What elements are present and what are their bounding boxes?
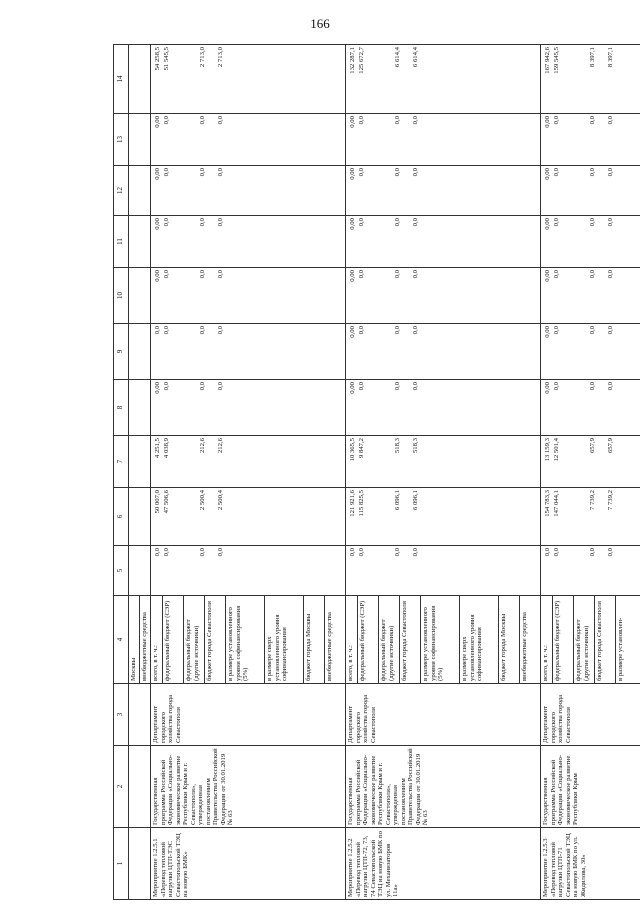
value [287,490,305,543]
value: 0,0 [217,548,224,557]
col-number: 5 [114,546,129,596]
value: 0,00 [154,270,161,282]
value-cell [151,268,346,324]
value: 147 044,1 [553,490,560,517]
value: 0,00 [154,382,161,394]
value: 0,0 [163,218,170,227]
value [569,116,587,163]
value: 0,00 [349,116,356,128]
value [446,168,482,213]
value: 0,0 [394,382,401,391]
value [446,326,482,377]
value: 0,0 [163,548,170,557]
source-line: внебюджетные средства [521,612,528,681]
value: 0,0 [607,270,614,279]
rotated-table-wrapper [113,45,638,900]
source-cell [151,596,346,684]
measure-row [346,45,541,900]
value [179,438,197,485]
value: 0,00 [154,168,161,180]
value [446,548,482,593]
source-cell [541,596,640,684]
value [500,490,518,543]
value: 0,0 [358,270,365,279]
source-line: бюджет города Севастополя [595,596,616,683]
value: 6 096,1 [412,490,419,511]
value [305,490,323,543]
value: 0,0 [199,168,206,177]
value: 0,0 [154,326,161,335]
value-cell [541,114,640,166]
value: 0,0 [553,218,560,227]
value-cell [151,546,346,596]
value-cell [541,436,640,488]
measure-name: Мероприятие 1.2.5.1 «Перевод тепловой нагрузки ЦТП-ТЭС Севастопольской ТЭЦ на новую БМК» [151,828,346,900]
value [251,168,287,213]
source-line: всего, в т. ч.: [346,596,358,683]
value-cell [151,166,346,216]
value: 0,0 [199,326,206,335]
value: 0,00 [544,116,551,128]
value [287,548,305,593]
value: 0,0 [589,168,596,177]
value [179,218,197,265]
program-name: Государственная программа Российской Федерации «Социально-экономическое развитие Республики Крым и г. Севастополя», утвержденная постановлением Правительства Российской Федерации от 30.01.2019 № 63 [346,746,541,828]
source-line: федеральный бюджет (СЭР) [553,596,574,683]
value: 0,0 [154,548,161,557]
value [482,548,500,593]
program-name: Государственная программа Российской Федерации «Социально-экономическое развитие Республики Крым и г. Севастополя», утвержденная постановлением Правительства Российской Федерации от 30.01.2019 № 63 [151,746,346,828]
value [500,326,518,377]
value [500,438,518,485]
value-cell [541,216,640,268]
col-number: 11 [114,216,129,268]
value: 0,0 [358,218,365,227]
value [569,270,587,321]
value: 0,0 [217,218,224,227]
measure-name: Мероприятие 1.2.5.3 «Перевод тепловой нагрузки ЦТП-71 Севастопольской ТЭЦ на новую БМК по ул. Жидилова, 30» [541,828,640,900]
value: 0,0 [553,168,560,177]
source-line: в размере сверх установленного уровня софинансирования [265,596,304,683]
value: 8 397,1 [589,47,596,68]
col-number: 3 [114,684,129,746]
value: 0,0 [163,382,170,391]
value: 4 038,9 [163,438,170,459]
value: 0,0 [544,548,551,557]
measure-row [151,45,346,900]
value: 0,0 [394,548,401,557]
value: 0,0 [607,116,614,125]
value-cell [346,45,541,114]
value: 657,9 [607,438,614,454]
value [569,548,587,593]
source-line: федеральный бюджет (другие источники) [379,596,400,683]
value-cell [346,114,541,166]
value [482,218,500,265]
value [374,548,392,593]
value: 0,0 [589,116,596,125]
source-line: всего, в т. ч.: [151,596,163,683]
value: 0,0 [412,218,419,227]
value [374,270,392,321]
value [179,47,197,111]
value-cell [346,166,541,216]
value-cell [541,166,640,216]
source-line: федеральный бюджет (СЭР) [163,596,184,683]
value: 6 614,4 [412,47,419,68]
value: 0,0 [607,168,614,177]
measure-name: Мероприятие 1.2.5.2 «Перевод тепловой нагрузки ЦТП-72, 73, 74 Севастопольской ТЭЦ на новую БМК по ул. Механизаторов 11а» [346,828,541,900]
value: 0,0 [163,168,170,177]
value: 657,9 [589,438,596,454]
value [287,47,305,111]
value: 0,0 [394,168,401,177]
continuation-row [129,45,151,900]
value [500,168,518,213]
value: 50 007,0 [154,490,161,514]
value: 0,00 [349,270,356,282]
value: 125 672,7 [358,47,365,74]
value [179,490,197,543]
value: 2 500,4 [217,490,224,511]
value: 6 614,4 [394,47,401,68]
value: 0,0 [358,326,365,335]
value: 0,0 [358,548,365,557]
value: 0,0 [412,116,419,125]
program-name: Государственная программа Российской Федерации «Социально-экономическое развитие Республики Крым [541,746,640,828]
value-cell [346,380,541,436]
value: 0,00 [544,326,551,338]
value: 0,00 [544,218,551,230]
value: 0,0 [553,116,560,125]
value [287,218,305,265]
value-cell [151,45,346,114]
value: 115 825,5 [358,490,365,517]
value-cell [346,436,541,488]
value: 0,0 [589,548,596,557]
value: 0,0 [412,382,419,391]
value: 10 365,5 [349,438,356,462]
value-cell [151,488,346,546]
value-cell [541,268,640,324]
value-cell [151,380,346,436]
value [305,326,323,377]
col-number: 7 [114,436,129,488]
value [482,47,500,111]
value: 0,0 [199,218,206,227]
value: 0,0 [553,270,560,279]
value [179,270,197,321]
value [500,116,518,163]
value: 12 501,4 [553,438,560,462]
value [179,382,197,433]
value: 0,00 [544,382,551,394]
value: 0,0 [199,270,206,279]
value: 0,0 [589,326,596,335]
source-line: в размере установленного уровня софинансирования (5%) [421,596,460,683]
col-number: 4 [114,596,129,684]
value [374,168,392,213]
value [446,382,482,433]
value [374,490,392,543]
value: 0,0 [589,382,596,391]
value: 132 287,1 [349,47,356,74]
value: 2 713,0 [199,47,206,68]
value [251,326,287,377]
value [374,326,392,377]
source-line: федеральный бюджет (СЭР) [358,596,379,683]
value: 0,0 [589,218,596,227]
value [287,168,305,213]
column-number-row [114,45,129,900]
value [569,47,587,111]
source-line: бюджет города Москвы [499,596,520,683]
value [500,382,518,433]
source-line: в размере установлен- [617,617,624,681]
value: 8 397,1 [607,47,614,68]
value: 0,0 [199,382,206,391]
value: 121 921,6 [349,490,356,517]
value: 4 251,5 [154,438,161,459]
source-line: федеральный бюджет (другие источники) [184,596,205,683]
source-line: бюджет города Севастополя [400,596,421,683]
value: 0,0 [358,382,365,391]
value [569,168,587,213]
value-cell [151,436,346,488]
source-line: в размере сверх установленного уровня софинансирования [460,596,499,683]
value [374,438,392,485]
value [374,382,392,433]
value [305,218,323,265]
value: 6 096,1 [394,490,401,511]
value [251,382,287,433]
value: 0,0 [163,270,170,279]
value-cell [151,114,346,166]
value [374,218,392,265]
value-cell [346,324,541,380]
source-line: внебюджетные средства [326,612,333,681]
value: 0,0 [553,326,560,335]
col-number: 14 [114,45,129,114]
value: 0,0 [607,382,614,391]
value-cell [151,216,346,268]
value: 0,00 [154,218,161,230]
value: 0,0 [199,548,206,557]
value: 0,0 [217,382,224,391]
value: 9 847,2 [358,438,365,459]
value: 0,0 [358,116,365,125]
value: 0,0 [607,326,614,335]
value: 212,6 [217,438,224,454]
value [482,490,500,543]
value [446,438,482,485]
measure-row [541,45,640,900]
page-number: 166 [310,16,330,31]
value: 212,6 [199,438,206,454]
value: 0,0 [217,168,224,177]
value [305,116,323,163]
value [251,490,287,543]
value [569,218,587,265]
value: 0,0 [199,116,206,125]
value: 0,0 [358,168,365,177]
value: 0,0 [349,548,356,557]
value-cell [541,45,640,114]
value: 0,00 [544,270,551,282]
col-number: 8 [114,380,129,436]
value: 0,0 [394,116,401,125]
source-line: бюджет города Москвы [304,596,325,683]
value: 0,0 [412,326,419,335]
value [482,438,500,485]
value-cell [541,380,640,436]
value: 0,0 [163,116,170,125]
col-number: 1 [114,828,129,900]
value [446,116,482,163]
source-line: в размере установленного уровня софинансирования (5%) [226,596,265,683]
source-cell [346,596,541,684]
value [569,438,587,485]
value [446,490,482,543]
measure-rows [151,45,640,900]
value [374,47,392,111]
value-cell [346,268,541,324]
value: 0,0 [217,116,224,125]
value-cell [541,546,640,596]
value [305,270,323,321]
value [446,218,482,265]
value: 0,0 [553,548,560,557]
value: 0,0 [163,326,170,335]
source-line: Москвы [129,596,140,683]
source-line: всего, в т. ч.: [541,596,553,683]
value: 54 258,5 [154,47,161,71]
value: 0,0 [412,548,419,557]
value: 0,00 [349,326,356,338]
value [179,168,197,213]
value [305,168,323,213]
value: 518,3 [394,438,401,454]
value: 0,0 [217,270,224,279]
value [482,326,500,377]
value [305,382,323,433]
value: 47 506,6 [163,490,170,514]
value [500,270,518,321]
value: 51 545,5 [163,47,170,71]
col-number: 12 [114,166,129,216]
value: 0,0 [607,218,614,227]
value: 0,00 [154,116,161,128]
value: 0,00 [349,168,356,180]
value [287,382,305,433]
value [482,382,500,433]
value: 13 159,3 [544,438,551,462]
value [500,548,518,593]
value-cell [346,546,541,596]
value-cell [541,488,640,546]
value: 0,00 [349,218,356,230]
value [305,438,323,485]
value: 0,0 [589,270,596,279]
col-number: 9 [114,324,129,380]
value [251,47,287,111]
value: 7 739,2 [607,490,614,511]
value [179,548,197,593]
value: 2 713,0 [217,47,224,68]
value-cell [346,216,541,268]
value [287,438,305,485]
col-number: 2 [114,746,129,828]
budget-table [113,44,640,900]
value [500,47,518,111]
source-line: внебюджетные средства [141,612,148,681]
value [251,116,287,163]
value: 2 500,4 [199,490,206,511]
value: 518,3 [412,438,419,454]
value: 154 783,3 [544,490,551,517]
executor-name: Департамент городского хозяйства города Севастополя [541,684,640,746]
value [569,326,587,377]
value [251,218,287,265]
value [287,270,305,321]
col-number: 13 [114,114,129,166]
value: 159 545,5 [553,47,560,74]
col-number: 6 [114,488,129,546]
value: 0,0 [607,548,614,557]
value [179,326,197,377]
value [179,116,197,163]
source-cell [129,596,151,684]
value [251,548,287,593]
value: 0,00 [349,382,356,394]
source-line: бюджет города Севастополя [205,596,226,683]
value [305,47,323,111]
value [446,47,482,111]
value [287,116,305,163]
value: 0,0 [217,326,224,335]
value: 7 739,2 [589,490,596,511]
value [569,382,587,433]
executor-name: Департамент городского хозяйства города Севастополя [151,684,346,746]
value [446,270,482,321]
value [305,548,323,593]
value: 0,0 [394,326,401,335]
value [482,168,500,213]
value: 0,0 [394,218,401,227]
value [251,270,287,321]
value [482,116,500,163]
value: 0,00 [544,168,551,180]
value [287,326,305,377]
value [374,116,392,163]
value-cell [346,488,541,546]
value-cell [151,324,346,380]
value: 167 942,6 [544,47,551,74]
col-number: 10 [114,268,129,324]
value [482,270,500,321]
value: 0,0 [412,270,419,279]
value: 0,0 [553,382,560,391]
value: 0,0 [394,270,401,279]
value [500,218,518,265]
value: 0,0 [412,168,419,177]
value-cell [541,324,640,380]
executor-name: Департамент городского хозяйства города Севастополя [346,684,541,746]
value [569,490,587,543]
source-line: федеральный бюджет (другие источники) [574,596,595,683]
value [251,438,287,485]
